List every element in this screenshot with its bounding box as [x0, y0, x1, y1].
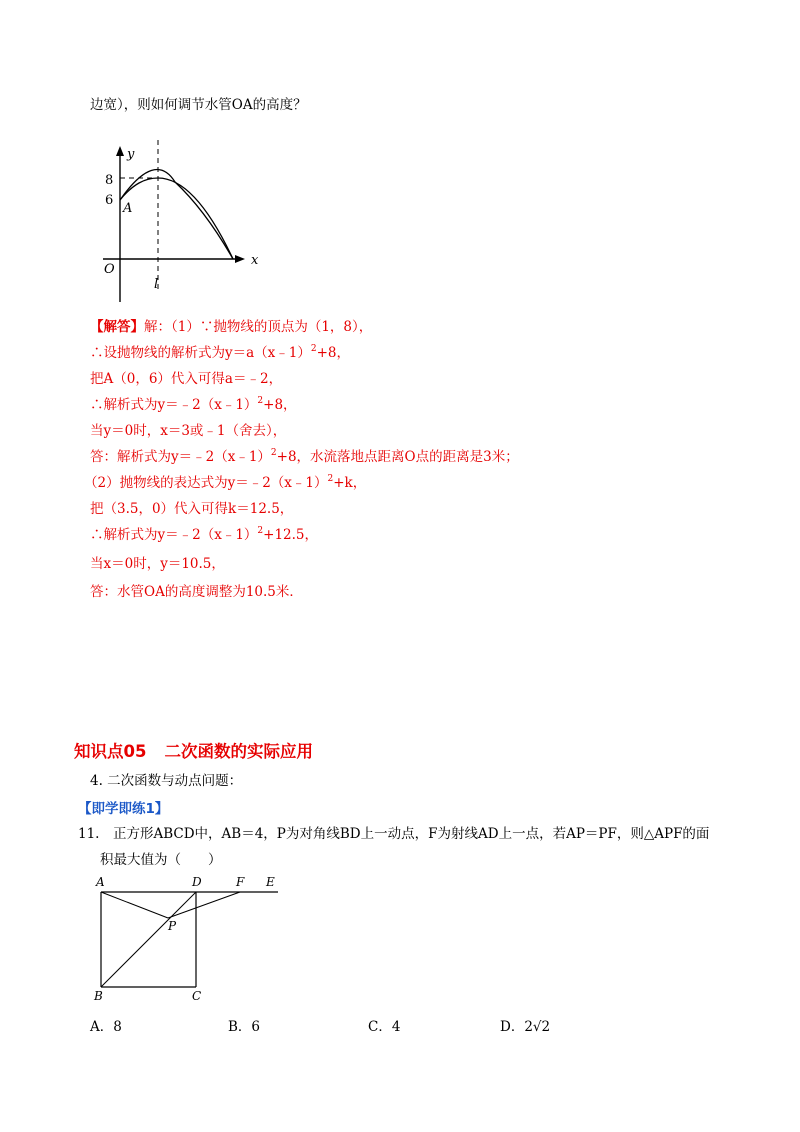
question-11-line-2: 积最大值为（ ）	[100, 852, 222, 868]
answer-tag: 【解答】	[90, 319, 144, 335]
item-4-line: 4. 二次函数与动点问题：	[90, 773, 243, 789]
solution-line-6: 答：解析式为y＝﹣2（x﹣1）$^2$+8，水流落地点距离O点的距离是3米；	[90, 448, 519, 465]
point-p-label: P	[168, 919, 177, 933]
solution-line-2: ∴设抛物线的解析式为y＝a（x﹣1）$^2$+8，	[90, 344, 351, 361]
option-c[interactable]: C．4	[368, 1019, 401, 1035]
option-d[interactable]: D．2√2	[500, 1019, 551, 1035]
x-axis-label: x	[251, 253, 259, 268]
point-f-label: F	[236, 875, 245, 889]
practice-tag: 【即学即练1】	[78, 801, 169, 817]
y-axis-label: y	[127, 147, 135, 162]
solution-line-7: （2）抛物线的表达式为y＝﹣2（x﹣1）$^2$+k，	[84, 474, 367, 491]
square-geometry-figure	[88, 872, 288, 1007]
parabola-graph	[95, 140, 270, 310]
vertex-b-label: B	[94, 989, 103, 1003]
tick-label-6: 6	[105, 193, 114, 208]
solution-line-1: 【解答】解：（1）∵抛物线的顶点为（1，8），	[90, 319, 373, 335]
option-d-value: 2√2	[524, 1019, 551, 1035]
vertex-a-label: A	[96, 875, 105, 889]
option-b[interactable]: B．6	[228, 1019, 261, 1035]
tick-label-8: 8	[105, 173, 114, 188]
point-a-label: A	[123, 201, 133, 216]
section-number: 知识点05	[74, 742, 147, 761]
vertex-d-label: D	[192, 875, 202, 889]
solution-line-11: 答：水管OA的高度调整为10.5米．	[90, 584, 303, 600]
vertex-c-label: C	[192, 989, 202, 1003]
section-title: 二次函数的实际应用	[164, 742, 313, 761]
solution-line-8: 把（3.5，0）代入可得k＝12.5，	[90, 501, 294, 517]
point-e-label: E	[266, 875, 275, 889]
option-a[interactable]: A．8	[90, 1019, 122, 1035]
question-11-line-1: 11. 正方形ABCD中，AB＝4，P为对角线BD上一动点，F为射线AD上一点，若AP＝PF，则△APF的面	[78, 826, 710, 842]
solution-line-5: 当y＝0时，x＝3或﹣1（舍去），	[90, 423, 287, 439]
solution-line-3: 把A（0，6）代入可得a＝﹣2，	[90, 371, 283, 387]
question-intro-line: 边宽），则如何调节水管OA的高度？	[90, 97, 307, 113]
solution-line-4: ∴解析式为y＝﹣2（x﹣1）$^2$+8，	[90, 396, 297, 413]
line-l-label: l	[154, 277, 159, 292]
section-heading	[74, 738, 313, 762]
solution-line-9: ∴解析式为y＝﹣2（x﹣1）$^2$+12.5，	[90, 526, 319, 543]
origin-label: O	[104, 262, 115, 277]
solution-line-10: 当x＝0时，y＝10.5，	[90, 556, 225, 572]
